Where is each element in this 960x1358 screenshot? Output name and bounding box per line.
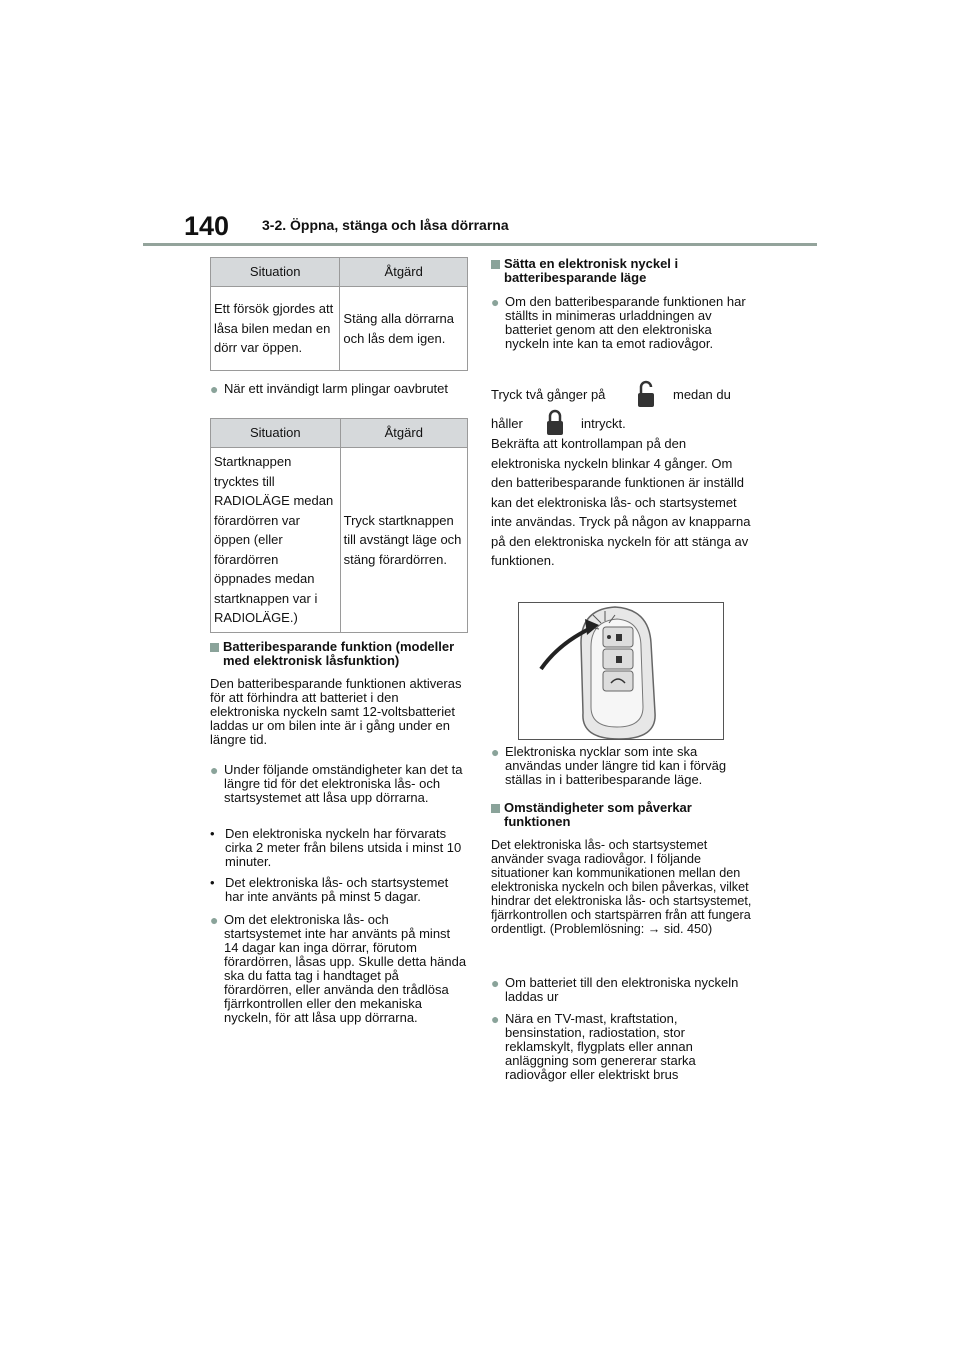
bullet-dot-icon: ● — [210, 762, 219, 778]
table-cell-situation: Startknappen trycktes till RADIOLÄGE medan förardörren var öppen (eller förardörren öppnades medan startknappen var i RADIOLÄGE.) — [211, 448, 341, 633]
table-situation-radio — [210, 418, 468, 633]
bullet-near-transmitter: ● Nära en TV-mast, kraftstation, bensinstation, radiostation, stor reklamskylt, flygplats eller annan anläggning som genererar starka radiovågor eller elektriskt brus — [491, 1011, 696, 1082]
bullet-dot-icon: ● — [491, 975, 500, 991]
heading-set-saving-mode: Sätta en elektronisk nyckel i batteribesparande läge — [491, 257, 751, 285]
while-text: medan du — [673, 387, 731, 402]
square-bullet-icon — [491, 804, 500, 813]
section-title: 3-2. Öppna, stänga och låsa dörrarna — [262, 217, 509, 233]
sub-item-key-stored: • Den elektroniska nyckeln har förvarats cirka 2 meter från bilens utsida i minst 10 minuter. — [210, 826, 462, 869]
bullet-saving-info: ● Om den batteribesparande funktionen har ställts in minimeras urladdningen av batteriet genom att den elektroniska nyckeln inte kan ta emot radiovågor. — [491, 294, 746, 351]
circumstances-paragraph: Det elektroniska lås- och startsystemet använder svaga radiovågor. I följande situationer kan kommunikationen mellan den elektroniska nyckeln och bilen påverkas, vilket hindrar det elektroniska lås- och startsystemet, fjärrkontrollen och startspärren från att fungera ordentligt. (Problemlösning: → sid. 450) — [491, 838, 752, 936]
bullet-dot-icon: ● — [491, 294, 500, 310]
bullet-alarm: ● När ett invändigt larm plingar oavbrutet — [210, 381, 449, 397]
heading-battery-saving: Batteribesparande funktion (modeller med elektronisk låsfunktion) — [210, 640, 470, 668]
table-cell-situation: Ett försök gjordes att låsa bilen medan en dörr var öppen. — [211, 287, 340, 371]
col-situation: Situation — [211, 419, 341, 448]
confirm-paragraph: Bekräfta att kontrollampan på den elektroniska nyckeln blinkar 4 gånger. Om den batteribesparande funktionen är inställd kan det elektroniska lås- och startsystemet inte användas. Tryck på någon av knapparna på den elektroniska nyckeln för att stänga av funktionen. — [491, 436, 751, 568]
lock-icon — [545, 408, 565, 436]
hold-text: håller — [491, 416, 523, 431]
bullet-battery-drained: ● Om batteriet till den elektroniska nyckeln laddas ur — [491, 975, 739, 1004]
bullet-dot-icon: ● — [491, 744, 500, 760]
press-twice-text: Tryck två gånger på — [491, 387, 606, 402]
smart-key-illustration — [518, 602, 724, 740]
table-cell-action: Tryck startknappen till avstängt läge och stäng förardörren. — [340, 448, 467, 633]
table-cell-action: Stäng alla dörrarna och lås dem igen. — [340, 287, 468, 371]
square-bullet-icon — [491, 260, 500, 269]
heading-circumstances: Omständigheter som påverkar funktionen — [491, 801, 751, 829]
unlock-icon — [636, 380, 656, 408]
square-bullet-icon — [210, 643, 219, 652]
col-action: Åtgärd — [340, 258, 468, 287]
bullet-dot-icon: ● — [210, 912, 219, 928]
bullet-delay: ● Under följande omständigheter kan det ta längre tid för det elektroniska lås- och startsystemet att låsa upp dörrarna. — [210, 762, 463, 805]
page-number: 140 — [184, 211, 230, 241]
table-situation-door — [210, 257, 468, 371]
bullet-dot-icon: ● — [210, 381, 219, 397]
col-action: Åtgärd — [340, 419, 467, 448]
sub-item-not-used: • Det elektroniska lås- och startsystemet har inte använts på minst 5 dagar. — [210, 875, 449, 904]
header-rule — [143, 243, 817, 246]
col-situation: Situation — [211, 258, 340, 287]
bullet-dot-icon: ● — [491, 1011, 500, 1027]
pressed-text: intryckt. — [581, 416, 626, 431]
bullet-store-keys: ● Elektroniska nycklar som inte ska användas under längre tid kan i förväg ställas in i batteribesparande läge. — [491, 744, 727, 787]
battery-intro: Den batteribesparande funktionen aktiveras för att förhindra att batteriet i den elektroniska nyckeln samt 12-voltsbatteriet laddas ur om bilen inte är i gång under en längre tid. — [210, 676, 462, 747]
bullet-14-days: ● Om det elektroniska lås- och startsystemet inte har använts på minst 14 dagar kan inga dörrar, förutom förardörren, låsas upp. Skulle detta hända ska du fatta tag i handtaget på förardörren, eller använda den trådlösa fjärrkontrollen eller den mekaniska nyckeln, för att låsa upp dörrarna. — [210, 912, 467, 1025]
